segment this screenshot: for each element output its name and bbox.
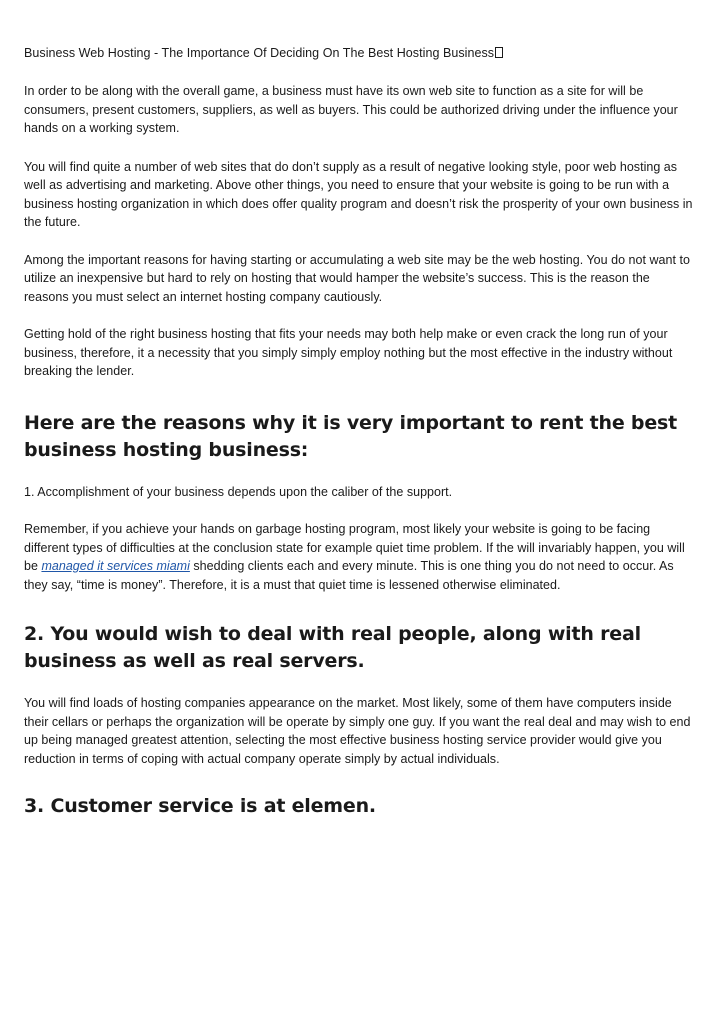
managed-it-services-link[interactable]: managed it services miami <box>41 559 190 573</box>
document-page <box>24 44 696 841</box>
section-heading-real-people: 2. You would wish to deal with real people, along with real business as well as real servers. <box>24 623 641 672</box>
paragraph-5-text-before: Remember, if you achieve your hands on garbage hosting program, most likely your website is going to be facing different types of difficulties at the conclusion state for example quiet time problem. If the will invariably happen, you will be <box>24 522 685 573</box>
intro-paragraph: In order to be along with the overall game, a business must have its own web site to function as a site for will be consumers, present customers, suppliers, as well as buyers. This could be authorized driving under the influence your hands on a working system. <box>24 84 678 135</box>
body-paragraph-3: Among the important reasons for having starting or accumulating a web site may be the web hosting. You do not want to utilize an inexpensive but hard to rely on hosting that would hamper the website’s success. This is the reason the reasons you must select an internet hosting company cautiously. <box>24 252 690 304</box>
paragraph-5-text-after: shedding clients each and every minute. This is one thing you do not need to occur. As they say, “time is money”. Therefore, it is a must that quiet time is lessened otherwise eliminated. <box>24 559 674 592</box>
document-title-text: Business Web Hosting - The Importance Of Deciding On The Best Hosting Business <box>24 46 495 60</box>
missing-glyph-icon <box>495 47 503 58</box>
document-title <box>24 44 696 62</box>
body-paragraph-6: You will find loads of hosting companies appearance on the market. Most likely, some of them have computers inside their cellars or perhaps the organization will be operate by simply one guy. If you want the real deal and may wish to end up being managed greatest attention, selecting the most effective business hosting service provider would give you reduction in terms of coping with actual company operate simply by actual individuals. <box>24 696 691 766</box>
body-paragraph-2: You will find quite a number of web sites that do don’t supply as a result of negative looking style, poor web hosting as well as advertising and marketing. Above other things, you need to ensure that your website is going to be run with a business hosting organization in which does offer quality program and doesn’t risk the prosperity of your own business in the future. <box>24 159 693 229</box>
section-heading-reasons: Here are the reasons why it is very important to rent the best business hosting business: <box>24 411 677 461</box>
section-heading-customer-service: 3. Customer service is at elemen. <box>24 795 376 817</box>
point-1-paragraph: 1. Accomplishment of your business depends upon the caliber of the support. <box>24 484 453 499</box>
body-paragraph-5 <box>24 520 696 594</box>
body-paragraph-4: Getting hold of the right business hosting that fits your needs may both help make or even crack the long run of your business, therefore, it a necessity that you simply simply employ nothing but the most effective in the industry without breaking the lender. <box>24 327 673 378</box>
